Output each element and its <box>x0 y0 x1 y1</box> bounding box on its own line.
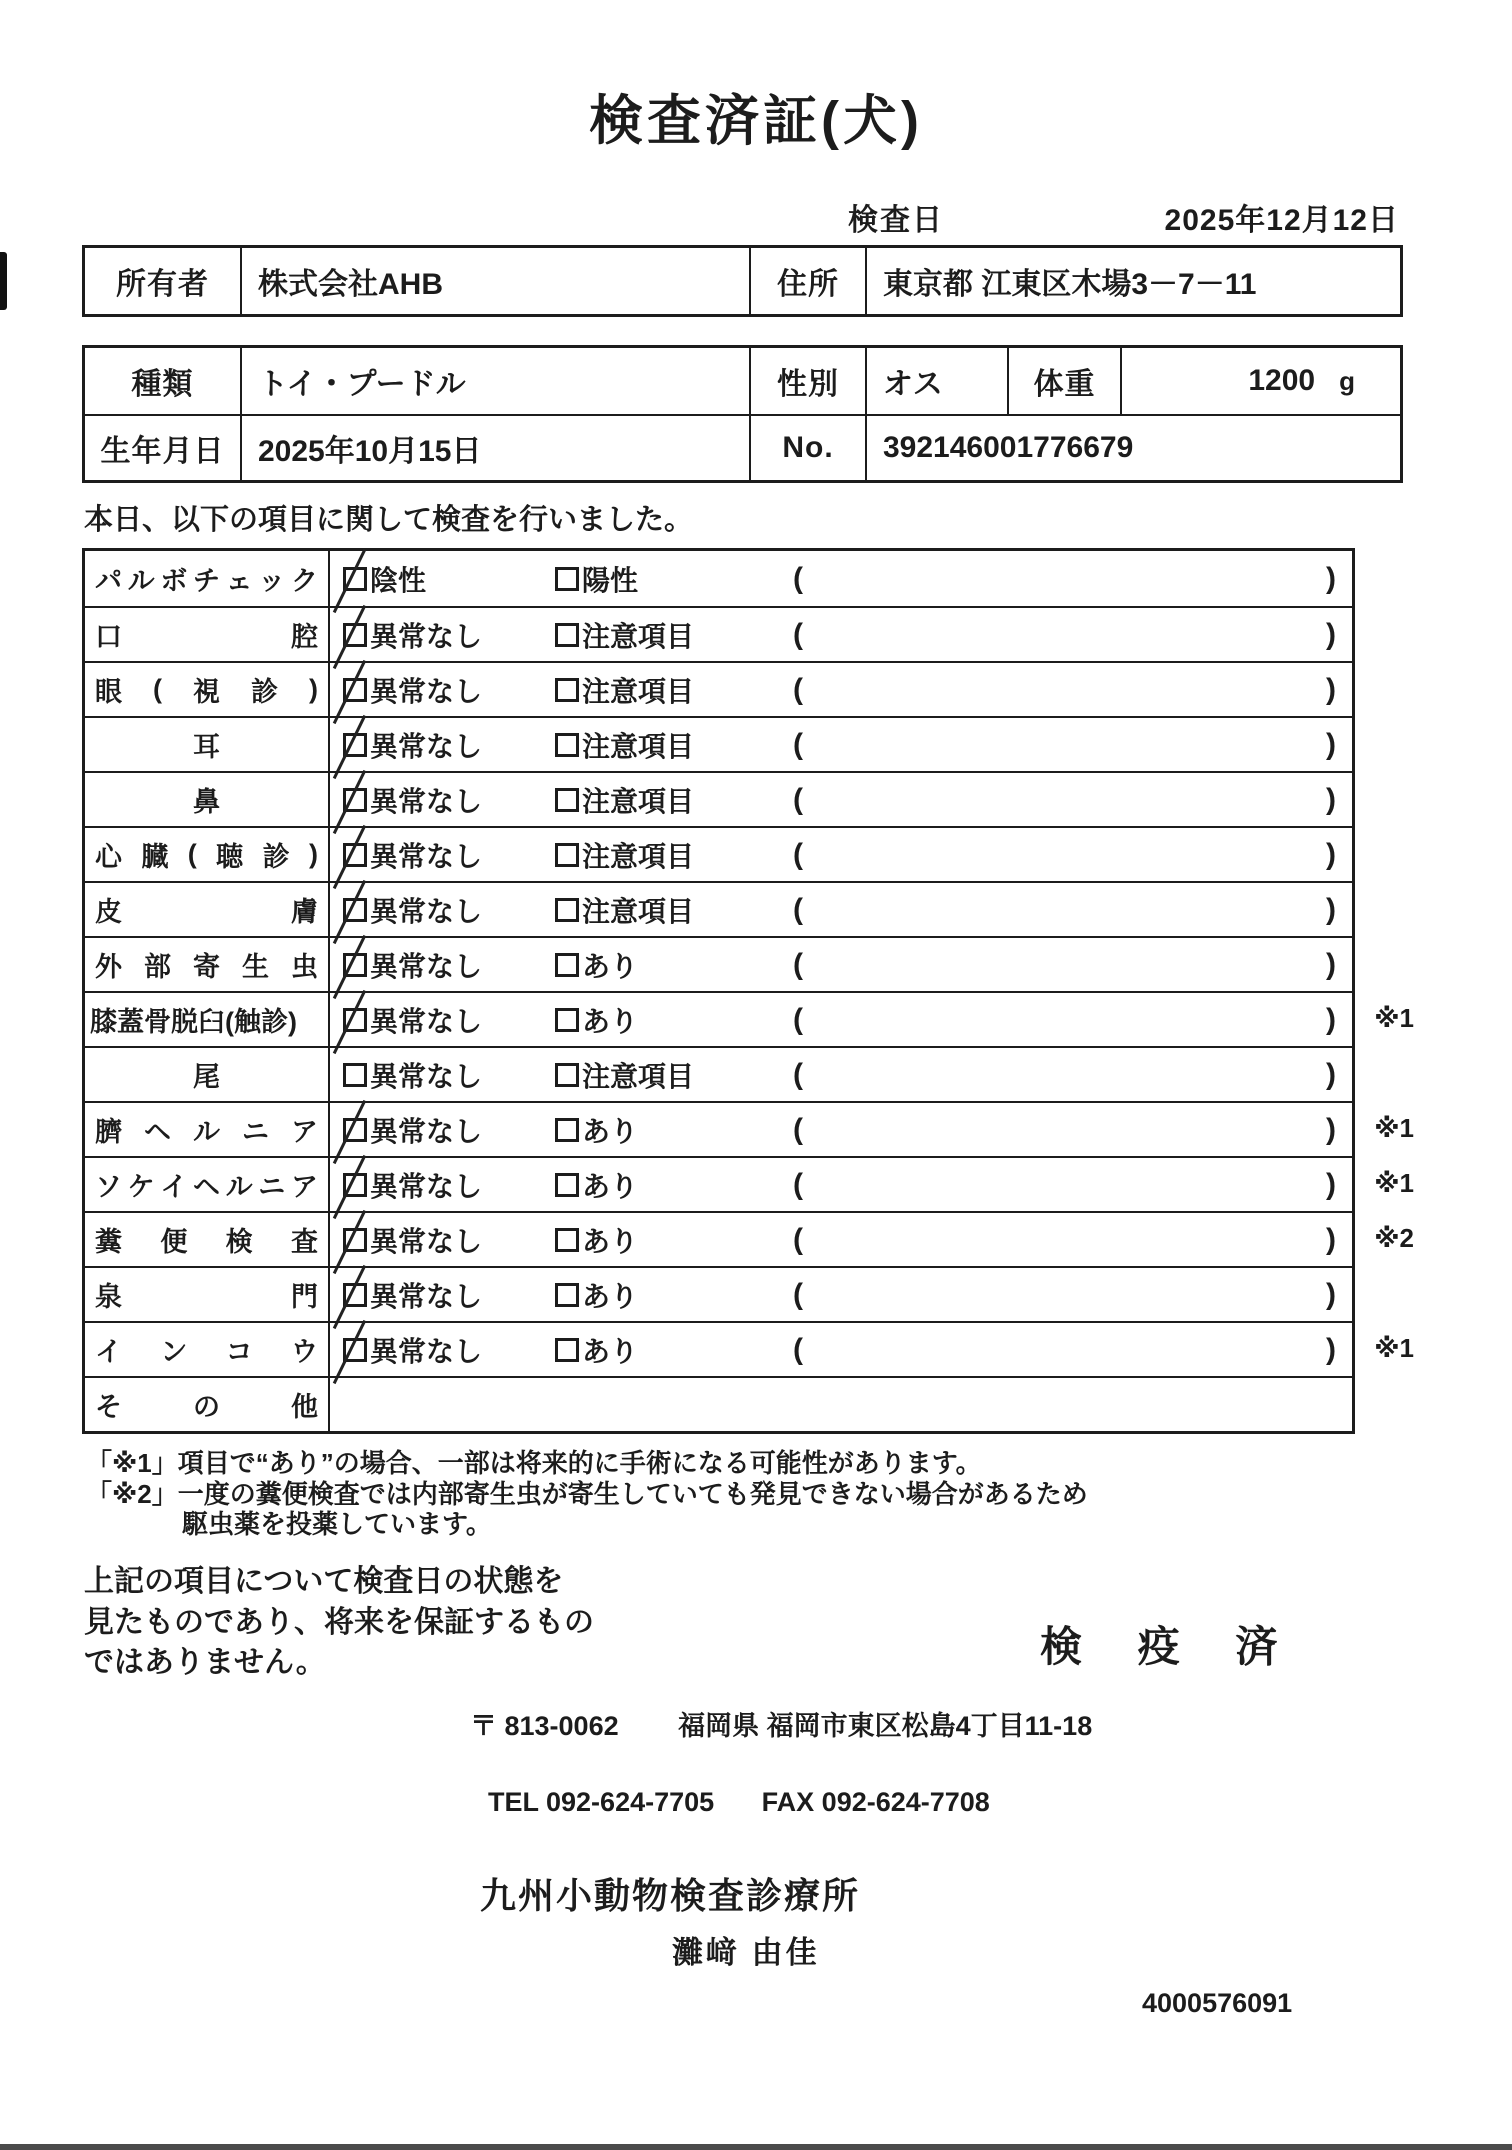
option-label: 異常なし <box>370 1225 483 1257</box>
pet-table <box>82 345 1403 483</box>
label-char: ア <box>290 1172 318 1202</box>
check-mark <box>333 1154 366 1218</box>
inspection-row <box>85 1211 1414 1266</box>
inspection-row-content <box>330 938 1352 991</box>
label-char: 聴 <box>216 842 244 872</box>
inspection-row-content <box>330 1103 1352 1156</box>
label-char: イ <box>160 1172 188 1202</box>
sex-value: オス <box>865 348 1007 414</box>
label-char: 皮 <box>95 897 122 927</box>
inspection-row-content <box>330 828 1352 881</box>
paren-close: ) <box>1326 727 1336 761</box>
weight-number: 1200 <box>1248 364 1316 397</box>
weight-label: 体重 <box>1007 348 1120 414</box>
label-char: の <box>193 1392 220 1422</box>
weight-value <box>1120 348 1400 414</box>
disclaimer-line-2: 見たものであり、将来を保証するもの <box>84 1605 594 1639</box>
checkbox-opt2-unchecked[interactable] <box>555 1063 579 1087</box>
option-opt1 <box>343 615 555 655</box>
inspection-row <box>85 1046 1352 1101</box>
label-char: ソ <box>95 1172 122 1202</box>
label-char: チ <box>192 566 220 596</box>
sex-label: 性別 <box>749 348 865 414</box>
checkbox-opt1-checked[interactable] <box>343 953 367 977</box>
option-label: あり <box>582 1115 639 1147</box>
footnote-marker: ※1 <box>1374 1168 1414 1198</box>
birthdate-label: 生年月日 <box>85 414 240 480</box>
inspection-item-label: 膝蓋骨脱臼(触診) <box>85 993 330 1046</box>
option-opt2 <box>555 890 793 930</box>
paren-close: ) <box>1326 561 1336 595</box>
serial-number: 4000576091 <box>1142 1987 1293 2018</box>
page-title: 検査済証(犬) <box>589 91 923 151</box>
label-char: ン <box>160 1337 188 1367</box>
inspection-row <box>85 881 1352 936</box>
checkbox-opt1-checked[interactable] <box>343 1173 367 1197</box>
checkbox-opt2-unchecked[interactable] <box>555 1008 579 1032</box>
inspection-row <box>85 1376 1352 1431</box>
paren-close: ) <box>1326 1002 1336 1036</box>
label-char: 生 <box>242 952 269 982</box>
check-mark <box>333 989 366 1053</box>
option-opt1 <box>343 780 555 820</box>
paren-close: ) <box>1326 1112 1336 1146</box>
inspection-date-label: 検査日 <box>848 204 944 237</box>
inspection-item-label <box>85 608 330 661</box>
label-char: ケ <box>127 1172 155 1202</box>
paren-close: ) <box>1326 1167 1336 1201</box>
remark-parens <box>793 1278 1352 1312</box>
no-label: No. <box>749 414 865 480</box>
paren-open: ( <box>793 1167 803 1201</box>
label-char: 寄 <box>193 952 220 982</box>
inspection-item-label <box>85 1158 330 1211</box>
label-char: ヘ <box>144 1117 171 1147</box>
weight-unit: g <box>1339 365 1355 396</box>
paren-open: ( <box>793 1277 803 1311</box>
label-char: ア <box>291 1117 318 1147</box>
paren-close: ) <box>1326 1332 1336 1366</box>
paren-close: ) <box>1326 1222 1336 1256</box>
inspection-item-label <box>85 1378 330 1431</box>
remark-parens <box>793 1223 1352 1257</box>
label-char: ル <box>225 1172 253 1202</box>
inspection-row <box>85 991 1414 1046</box>
owner-label: 所有者 <box>116 268 209 301</box>
scan-edge-artifact <box>0 252 7 310</box>
option-opt1 <box>343 1000 555 1040</box>
checkbox-opt1-checked[interactable] <box>343 1118 367 1142</box>
inspection-row-content <box>330 608 1352 661</box>
option-label: 陽性 <box>582 564 639 596</box>
option-opt2 <box>555 559 793 599</box>
label-char: ニ <box>242 1117 269 1147</box>
check-mark <box>333 714 366 778</box>
label-char: 診 <box>251 677 278 707</box>
option-opt2 <box>555 835 793 875</box>
checkbox-opt1-checked[interactable] <box>343 788 367 812</box>
label-char: 膚 <box>291 897 318 927</box>
inspection-row-content <box>330 1323 1352 1376</box>
inspection-item-label <box>85 1323 330 1376</box>
checkbox-opt2-unchecked[interactable] <box>555 1118 579 1142</box>
inspection-row-content <box>330 1213 1352 1266</box>
option-opt2 <box>555 780 793 820</box>
checkbox-opt2-unchecked[interactable] <box>555 843 579 867</box>
intro-text: 本日、以下の項目に関して検査を行いました。 <box>84 504 694 536</box>
option-opt1 <box>343 559 555 599</box>
breed-label: 種類 <box>131 368 194 401</box>
option-label: 注意項目 <box>582 730 695 762</box>
footnote-3: 駆虫薬を投薬しています。 <box>182 1509 492 1540</box>
option-opt1 <box>343 1055 555 1095</box>
inspection-row-content <box>330 663 1352 716</box>
checkbox-opt1-checked[interactable] <box>343 733 367 757</box>
label-char: 査 <box>290 1227 318 1257</box>
footnote-marker: ※1 <box>1374 1333 1414 1363</box>
inspection-date-value: 2025年12月12日 <box>1164 204 1399 237</box>
paren-open: ( <box>793 782 803 816</box>
label-char: 泉 <box>95 1282 122 1312</box>
label-char: 腔 <box>291 622 318 652</box>
clinic-name: 九州小動物検査診療所 <box>480 1874 861 1916</box>
option-label: 異常なし <box>370 1335 483 1367</box>
option-label: あり <box>582 1335 639 1367</box>
remark-parens <box>793 562 1352 596</box>
checkbox-opt2-unchecked[interactable] <box>555 1283 579 1307</box>
label-char: ) <box>309 674 318 704</box>
label-char: ヘ <box>192 1172 220 1202</box>
paren-close: ) <box>1326 1277 1336 1311</box>
inspection-row <box>85 661 1352 716</box>
paren-close: ) <box>1326 782 1336 816</box>
option-label: 異常なし <box>370 1115 483 1147</box>
checkbox-opt2-unchecked[interactable] <box>555 953 579 977</box>
option-opt2 <box>555 1165 793 1205</box>
check-mark <box>333 1099 366 1163</box>
breed-value: トイ・プードル <box>240 348 749 414</box>
inspection-row-content <box>330 1378 1352 1431</box>
option-label: あり <box>582 1280 639 1312</box>
checkbox-opt2-unchecked[interactable] <box>555 567 579 591</box>
label-char: ニ <box>258 1172 286 1202</box>
checkbox-opt2-unchecked[interactable] <box>555 1228 579 1252</box>
check-mark <box>333 659 366 723</box>
inspection-row-content <box>330 773 1352 826</box>
inspection-row <box>85 936 1352 991</box>
inspection-item-label: 鼻 <box>85 773 330 826</box>
option-label: 異常なし <box>370 1280 483 1312</box>
option-label: 異常なし <box>370 840 483 872</box>
checkbox-opt2-unchecked[interactable] <box>555 733 579 757</box>
option-opt2 <box>555 1220 793 1260</box>
remark-parens <box>793 728 1352 762</box>
remark-parens <box>793 673 1352 707</box>
quarantine-stamp: 検 疫 済 <box>1040 1623 1300 1671</box>
inspection-row <box>85 1321 1414 1376</box>
check-mark <box>333 824 366 888</box>
remark-parens <box>793 783 1352 817</box>
option-label: 注意項目 <box>582 1060 695 1092</box>
label-char: ェ <box>225 566 253 596</box>
option-label: 異常なし <box>370 1005 483 1037</box>
paren-close: ) <box>1326 947 1336 981</box>
option-label: 陰性 <box>370 564 427 596</box>
option-label: 異常なし <box>370 1060 483 1092</box>
checkbox-opt1-checked[interactable] <box>343 678 367 702</box>
option-opt2 <box>555 670 793 710</box>
footnotes <box>86 1448 1512 1540</box>
check-mark <box>333 1264 366 1328</box>
option-label: 注意項目 <box>582 620 695 652</box>
label-char: 外 <box>95 952 122 982</box>
inspection-item-label <box>85 883 330 936</box>
remark-parens <box>793 1003 1352 1037</box>
option-label: あり <box>582 1005 639 1037</box>
label-char: 部 <box>144 952 171 982</box>
remark-parens <box>793 948 1352 982</box>
option-label: 注意項目 <box>582 785 695 817</box>
inspection-row <box>85 826 1352 881</box>
inspection-row-content <box>330 1158 1352 1211</box>
checkbox-opt2-unchecked[interactable] <box>555 898 579 922</box>
label-char: ウ <box>290 1337 318 1367</box>
check-mark <box>333 879 366 943</box>
label-char: 診 <box>262 842 290 872</box>
checkbox-opt1-checked[interactable] <box>343 623 367 647</box>
address-label: 住所 <box>749 248 865 314</box>
label-char: ( <box>187 839 197 869</box>
inspection-row <box>85 606 1352 661</box>
inspection-row-content <box>330 551 1352 606</box>
check-mark <box>333 548 366 612</box>
bottom-section <box>0 1562 1512 2019</box>
inspection-row <box>85 1156 1414 1211</box>
label-char: パ <box>95 566 122 596</box>
label-char: 門 <box>291 1282 318 1312</box>
paren-open: ( <box>793 947 803 981</box>
checkbox-opt1-checked[interactable] <box>343 1228 367 1252</box>
label-char: イ <box>95 1337 122 1367</box>
paren-open: ( <box>793 1112 803 1146</box>
option-opt2 <box>555 1000 793 1040</box>
footnote-1: 「※1」項目で“あり”の場合、一部は将来的に手術になる可能性があります。 <box>86 1448 982 1478</box>
checkbox-opt1-checked[interactable] <box>343 1338 367 1362</box>
label-char: そ <box>95 1392 122 1422</box>
inspection-row <box>85 1266 1352 1321</box>
owner-table <box>82 245 1403 317</box>
owner-value: 株式会社AHB <box>240 248 749 314</box>
label-char: ッ <box>258 566 286 596</box>
option-opt2 <box>555 725 793 765</box>
option-opt1 <box>343 890 555 930</box>
option-label: 注意項目 <box>582 895 695 927</box>
label-char: ) <box>308 839 318 869</box>
label-char: ク <box>290 566 318 596</box>
inspection-row-content <box>330 883 1352 936</box>
label-char: ボ <box>160 566 188 596</box>
option-opt1 <box>343 725 555 765</box>
remark-parens <box>793 1168 1352 1202</box>
no-value: 392146001776679 <box>865 414 1400 480</box>
inspection-row <box>85 1101 1414 1156</box>
label-char: ル <box>193 1117 220 1147</box>
option-label: あり <box>582 1225 639 1257</box>
option-opt2 <box>555 615 793 655</box>
inspection-item-label <box>85 938 330 991</box>
paren-close: ) <box>1326 672 1336 706</box>
checkbox-opt2-unchecked[interactable] <box>555 1338 579 1362</box>
paren-close: ) <box>1326 617 1336 651</box>
clinic-tel-line <box>488 1787 1512 1818</box>
inspection-item-label <box>85 551 330 606</box>
option-label: 異常なし <box>370 730 483 762</box>
paren-close: ) <box>1326 1057 1336 1091</box>
checkbox-opt2-unchecked[interactable] <box>555 788 579 812</box>
inspection-item-label <box>85 1268 330 1321</box>
footnote-marker: ※1 <box>1374 1003 1414 1033</box>
paren-open: ( <box>793 727 803 761</box>
clinic-tel: TEL 092-624-7705 <box>488 1786 715 1817</box>
label-char: 口 <box>95 622 122 652</box>
label-char: 虫 <box>291 952 318 982</box>
option-label: 注意項目 <box>582 840 695 872</box>
label-char: コ <box>225 1337 253 1367</box>
remark-parens <box>793 1058 1352 1092</box>
footnote-marker: ※2 <box>1374 1223 1414 1253</box>
label-char: 眼 <box>95 677 122 707</box>
check-mark <box>333 769 366 833</box>
inspection-row-content <box>330 1048 1352 1101</box>
option-label: あり <box>582 1170 639 1202</box>
checkbox-opt1-unchecked[interactable] <box>343 1063 367 1087</box>
label-char: 臍 <box>95 1117 122 1147</box>
remark-parens <box>793 618 1352 652</box>
footnote-2: 「※2」一度の糞便検査では内部寄生虫が寄生していても発見できない場合があるため <box>86 1478 1088 1509</box>
option-label: 異常なし <box>370 675 483 707</box>
remark-parens <box>793 838 1352 872</box>
option-opt2 <box>555 1330 793 1370</box>
check-mark <box>333 1319 366 1383</box>
inspection-row <box>85 771 1352 826</box>
paren-open: ( <box>793 1057 803 1091</box>
option-opt1 <box>343 835 555 875</box>
option-label: 異常なし <box>370 895 483 927</box>
option-label: 異常なし <box>370 620 483 652</box>
remark-parens <box>793 893 1352 927</box>
option-opt1 <box>343 1110 555 1150</box>
paren-open: ( <box>793 1332 803 1366</box>
checkbox-opt1-checked[interactable] <box>343 567 367 591</box>
inspection-item-label <box>85 828 330 881</box>
clinic-postal-code: 〒 813-0062 <box>470 1710 619 1741</box>
disclaimer-line-1: 上記の項目について検査日の状態を <box>84 1565 564 1599</box>
checkbox-opt2-unchecked[interactable] <box>555 623 579 647</box>
option-opt2 <box>555 1110 793 1150</box>
clinic-postal-line <box>470 1704 1512 1743</box>
option-label: 異常なし <box>370 785 483 817</box>
address-value: 東京都 江東区木場3－7－11 <box>865 248 1400 314</box>
option-label: 注意項目 <box>582 675 695 707</box>
paren-open: ( <box>793 1222 803 1256</box>
paren-open: ( <box>793 672 803 706</box>
label-char: 便 <box>160 1227 188 1257</box>
inspection-row-content <box>330 993 1352 1046</box>
option-opt2 <box>555 945 793 985</box>
inspection-item-label: 尾 <box>85 1048 330 1101</box>
inspection-row-content <box>330 1268 1352 1321</box>
paren-open: ( <box>793 892 803 926</box>
option-opt1 <box>343 1330 555 1370</box>
check-mark <box>333 1209 366 1273</box>
label-char: 心 <box>95 842 122 872</box>
disclaimer-line-3: ではありません。 <box>84 1646 326 1680</box>
option-opt1 <box>343 945 555 985</box>
remark-parens <box>793 1333 1352 1367</box>
label-char: 他 <box>291 1392 318 1422</box>
paren-open: ( <box>793 561 803 595</box>
inspection-row <box>85 551 1352 606</box>
label-char: 臓 <box>141 842 169 872</box>
option-opt2 <box>555 1055 793 1095</box>
label-char: 視 <box>193 677 220 707</box>
scan-bottom-edge <box>0 2144 1512 2150</box>
inspection-table <box>82 548 1414 1434</box>
remark-parens <box>793 1113 1352 1147</box>
paren-open: ( <box>793 1002 803 1036</box>
option-opt1 <box>343 1165 555 1205</box>
vet-name: 灘﨑 由佳 <box>672 1934 820 1970</box>
inspection-row <box>85 716 1352 771</box>
checkbox-opt2-unchecked[interactable] <box>555 678 579 702</box>
paren-close: ) <box>1326 837 1336 871</box>
option-label: 異常なし <box>370 1170 483 1202</box>
inspection-item-label: 耳 <box>85 718 330 771</box>
inspection-row-content <box>330 718 1352 771</box>
birthdate-value: 2025年10月15日 <box>240 414 749 480</box>
paren-open: ( <box>793 617 803 651</box>
label-char: 検 <box>225 1227 253 1257</box>
inspection-item-label <box>85 663 330 716</box>
inspection-item-label <box>85 1213 330 1266</box>
inspection-date-row <box>82 195 1403 235</box>
check-mark <box>333 604 366 668</box>
paren-open: ( <box>793 837 803 871</box>
label-char: ル <box>127 566 155 596</box>
label-char: ( <box>153 674 162 704</box>
checkbox-opt1-checked[interactable] <box>343 898 367 922</box>
checkbox-opt1-checked[interactable] <box>343 1008 367 1032</box>
checkbox-opt1-checked[interactable] <box>343 1283 367 1307</box>
label-char: 糞 <box>95 1227 122 1257</box>
clinic-fax: FAX 092-624-7708 <box>761 1786 990 1817</box>
option-opt2 <box>555 1275 793 1315</box>
check-mark <box>333 934 366 998</box>
option-label: あり <box>582 950 639 982</box>
paren-close: ) <box>1326 892 1336 926</box>
clinic-address: 福岡県 福岡市東区松島4丁目11-18 <box>678 1710 1093 1741</box>
option-opt1 <box>343 1275 555 1315</box>
inspection-item-label <box>85 1103 330 1156</box>
checkbox-opt2-unchecked[interactable] <box>555 1173 579 1197</box>
option-label: 異常なし <box>370 950 483 982</box>
checkbox-opt1-checked[interactable] <box>343 843 367 867</box>
option-opt1 <box>343 1220 555 1260</box>
option-opt1 <box>343 670 555 710</box>
footnote-marker: ※1 <box>1374 1113 1414 1143</box>
